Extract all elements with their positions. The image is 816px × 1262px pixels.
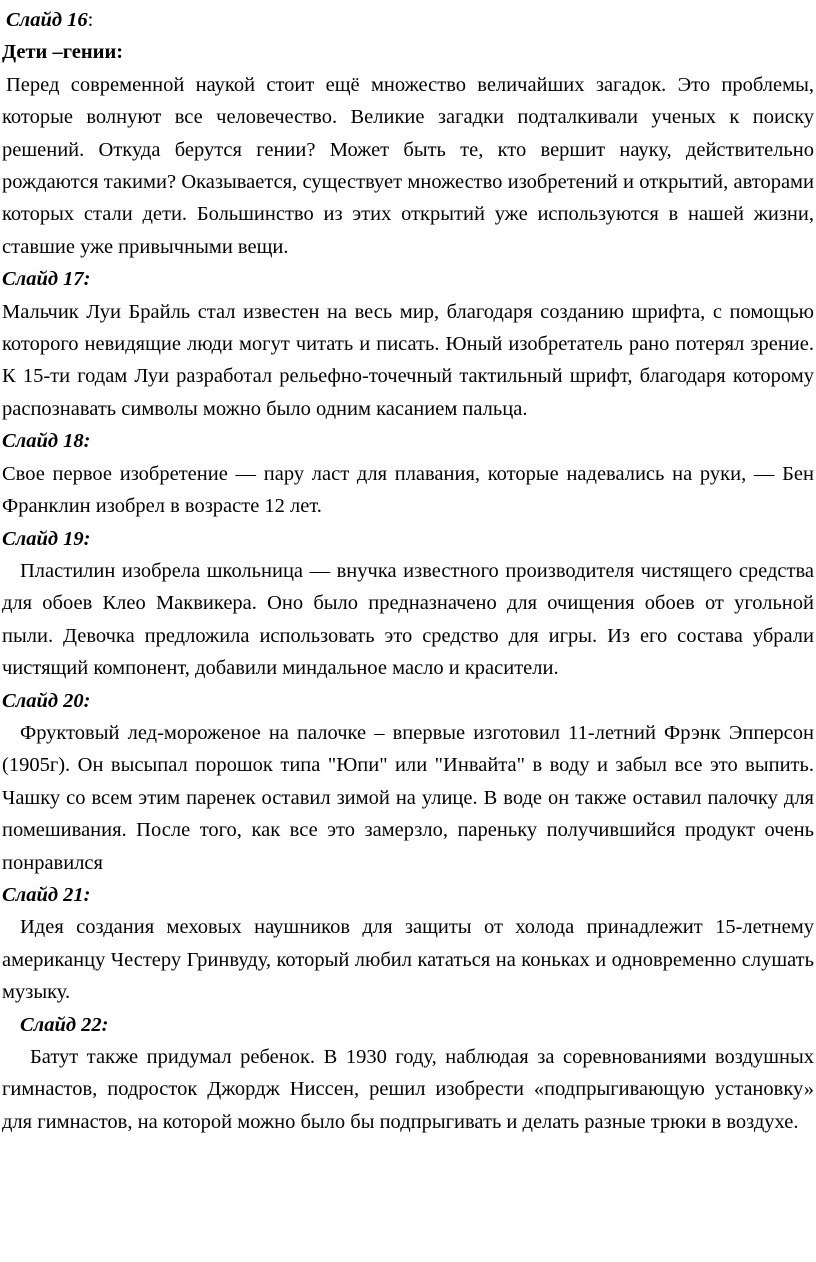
slide-16-heading-label: Слайд 16 [6,9,88,31]
slide-19-text: Пластилин изобрела школьница — внучка известного производителя чистящего средства для обоев Клео Маквикера. Оно было предназначено для очищения обоев от угольной пыли. Девочка предложила использовать это средство для игры. Из его состава убрали чистящий компонент, добавили миндальное масло и красители. [2,559,814,680]
slide-20-heading: Слайд 20: [2,689,91,712]
slide-17-heading: Слайд 17: [2,268,91,291]
slide-18-text: Свое первое изобретение — пару ласт для плавания, которые надевались на руки, — Бен Франклин изобрел в возрасте 12 лет. [2,462,814,518]
slide-16-heading-colon: : [87,9,94,31]
slide-21-text: Идея создания меховых наушников для защиты от холода принадлежит 15-летнему американцу Честеру Гринвуду, который любил кататься на коньках и одновременно слушать музыку. [2,916,814,1004]
slide-18-heading: Слайд 18: [2,430,91,453]
slide-22-text: Батут также придумал ребенок. В 1930 году, наблюдая за соревнованиями воздушных гимнастов, подросток Джордж Ниссен, решил изобрести «подпрыгивающую установку» для гимнастов, на которой можно было бы подпрыгивать и делать разные трюки в воздухе. [2,1046,814,1133]
section-title: Дети –гении: [2,41,124,64]
slide-17-text: Мальчик Луи Брайль стал известен на весь мир, благодаря созданию шрифта, с помощью которого невидящие люди могут читать и писать. Юный изобретатель рано потерял зрение. К 15-ти годам Луи разработал рельефно-точечный тактильный шрифт, благодаря которому распознавать символы можно было одним касанием пальца. [2,300,814,420]
slide-16-text: Перед современной наукой стоит ещё множество величайших загадок. Это проблемы, которые волнуют все человечество. Великие загадки подталкивали ученых к поиску решений. Откуда берутся гении? Может быть те, кто вершит науку, действительно рождаются такими? Оказывается, существует множество изобретений и открытий, авторами которых стали дети. Большинство из этих открытий уже используются в нашей жизни, ставшие уже привычными вещи. [2,73,814,258]
slide-22-heading: Слайд 22: [20,1013,109,1036]
slide-21-heading: Слайд 21: [2,883,91,906]
slide-20-text: Фруктовый лед-мороженое на палочке – впервые изготовил 11-летний Фрэнк Эпперсон (1905г). Он высыпал порошок типа "Юпи" или "Инвайта" в воду и забыл все это выпить. Чашку со всем этим паренек оставил зимой на улице. В воде он также оставил палочку для помешивания. После того, как все это замерзло, пареньку получившийся продукт очень понравился [2,721,814,874]
slide-16-heading [2,4,814,36]
slide-19-heading: Слайд 19: [2,527,91,550]
